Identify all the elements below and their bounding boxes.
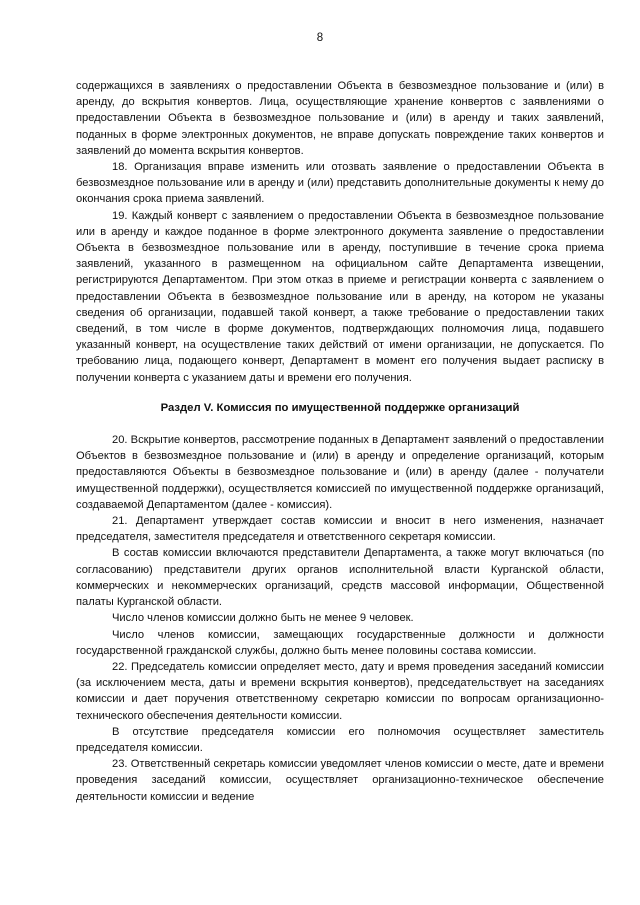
paragraph-20: 20. Вскрытие конвертов, рассмотрение поданных в Департамент заявлений о предоставлении Объектов в безвозмездное пользование и (или) в аренду и определение организаций, которым предоставляются Объекты в безвозмездное пользование и (или) в аренду (далее - получатели имущественной поддержки), осуществляется комиссией по имущественной поддержке организаций, создаваемой Департаментом (далее - комиссия). xyxy=(76,434,604,511)
paragraph-continuation: содержащихся в заявлениях о предоставлении Объекта в безвозмездное пользование и (или) в аренду, до вскрытия конвертов. Лица, осуществляющие хранение конвертов с заявлениями о предоставлении Объекта в безвозмездное пользование и (или) в аренду и таких заявлений, поданных в форме электронных документов, не вправе допускать повреждение таких конвертов и заявлений до момента вскрытия конвертов. xyxy=(76,80,604,157)
paragraph-22: 22. Председатель комиссии определяет место, дату и время проведения заседаний комиссии (за исключением места, даты и времени вскрытия конвертов), председательствует на заседаниях комиссии и дает поручения ответственному секретарю комиссии по вопросам организационно-технического обеспечения деятельности комиссии. xyxy=(76,660,604,722)
page-number: 8 xyxy=(316,32,324,44)
paragraph-21-officials: Число членов комиссии, замещающих государственные должности и должности государственной гражданской службы, должно быть менее половины состава комиссии. xyxy=(76,628,604,657)
paragraph-22-deputy: В отсутствие председателя комиссии его полномочия осуществляет заместитель председателя комиссии. xyxy=(76,725,604,754)
document-body xyxy=(76,78,604,805)
paragraph-23: 23. Ответственный секретарь комиссии уведомляет членов комиссии о месте, дате и времени проведения заседаний комиссии, осуществляет организационно-техническое обеспечение деятельности комиссии и ведение xyxy=(76,758,604,803)
paragraph-21-composition: В состав комиссии включаются представители Департамента, а также могут включаться (по согласованию) представители других органов исполнительной власти Курганской области, коммерческих и некоммерческих организаций, средств массовой информации, Общественной палаты Курганской области. xyxy=(76,547,604,609)
paragraph-21: 21. Департамент утверждает состав комиссии и вносит в него изменения, назначает председателя, заместителя председателя и ответственного секретаря комиссии. xyxy=(76,515,604,544)
section-heading: Раздел V. Комиссия по имущественной поддержке организаций xyxy=(160,401,520,414)
paragraph-18: 18. Организация вправе изменить или отозвать заявление о предоставлении Объекта в безвозмездное пользование или в аренду и (или) представить дополнительные документы к нему до окончания срока приема заявлений. xyxy=(76,161,604,206)
paragraph-19: 19. Каждый конверт с заявлением о предоставлении Объекта в безвозмездное пользование или в аренду и каждое поданное в форме электронного документа заявление о предоставлении Объекта в безвозмездное пользование или в аренду, поступившие в течение срока приема заявлений, указанного в размещенном на официальном сайте Департамента извещении, регистрируются Департаментом. При этом отказ в приеме и регистрации конверта с заявлением о предоставлении Объекта в безвозмездное пользование или в аренду, на котором не указаны сведения об организации, подавшей такой конверт, а также требование о предоставлении таких сведений, в том числе в форме документов, подтверждающих полномочия лица, подавшего указанный конверт, на осуществление таких действий от имени организации, не допускается. По требованию лица, подающего конверт, Департамент в момент его получения выдает расписку в получении конверта с указанием даты и времени его получения. xyxy=(76,209,604,384)
paragraph-21-member-count: Число членов комиссии должно быть не менее 9 человек. xyxy=(112,612,414,625)
